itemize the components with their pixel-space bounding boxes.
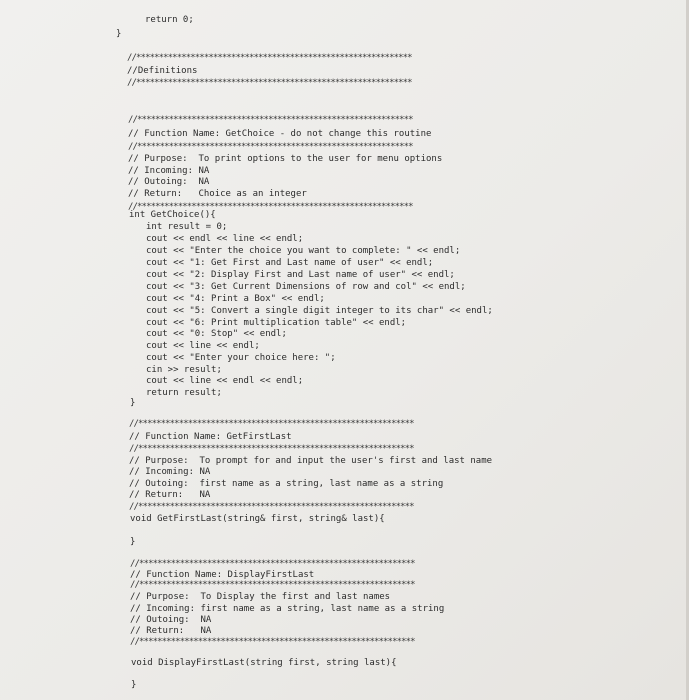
code-line: cout << "1: Get First and Last name of user" << endl;: [146, 258, 434, 268]
comment-separator: //*************************************************************: [129, 444, 414, 454]
comment-separator: //*************************************************************: [130, 637, 415, 647]
comment-separator: //*************************************************************: [128, 115, 413, 125]
incoming-comment: // Incoming: NA: [129, 467, 211, 477]
comment-separator: //*************************************************************: [130, 580, 415, 590]
code-line: int result = 0;: [146, 222, 228, 232]
incoming-comment: // Incoming: NA: [128, 166, 210, 176]
function-name-comment: // Function Name: GetChoice - do not change this routine: [128, 129, 432, 139]
comment-separator: //*************************************************************: [129, 419, 414, 429]
code-line: }: [116, 29, 122, 39]
function-signature: void DisplayFirstLast(string first, string last){: [131, 658, 397, 668]
code-line: return 0;: [145, 15, 194, 25]
code-line: cin >> result;: [146, 365, 222, 375]
code-line: cout << "5: Convert a single digit integer to its char" << endl;: [146, 306, 493, 316]
code-line: cout << "Enter your choice here: ";: [146, 353, 336, 363]
code-line: cout << endl << line << endl;: [146, 234, 304, 244]
code-line: cout << "Enter the choice you want to complete: " << endl;: [146, 246, 461, 256]
code-line: cout << "0: Stop" << endl;: [146, 329, 287, 339]
outgoing-comment: // Outoing: first name as a string, last name as a string: [129, 479, 444, 489]
return-comment: // Return: NA: [130, 626, 212, 636]
return-comment: // Return: NA: [129, 490, 211, 500]
outgoing-comment: // Outoing: NA: [130, 615, 212, 625]
outgoing-comment: // Outoing: NA: [128, 177, 210, 187]
code-line: cout << "6: Print multiplication table" << endl;: [146, 318, 407, 328]
purpose-comment: // Purpose: To prompt for and input the user's first and last name: [129, 456, 493, 466]
code-line: cout << line << endl << endl;: [146, 376, 304, 386]
comment-separator: //*************************************************************: [128, 202, 413, 212]
section-heading: //Definitions: [127, 66, 198, 76]
comment-separator: //*************************************************************: [129, 502, 414, 512]
code-line: return result;: [146, 388, 222, 398]
function-name-comment: // Function Name: DisplayFirstLast: [130, 570, 315, 580]
function-name-comment: // Function Name: GetFirstLast: [129, 432, 292, 442]
purpose-comment: // Purpose: To print options to the user for menu options: [128, 154, 443, 164]
comment-separator: //*************************************************************: [127, 53, 412, 63]
code-line: cout << "2: Display First and Last name of user" << endl;: [146, 270, 455, 280]
purpose-comment: // Purpose: To Display the first and last names: [130, 592, 391, 602]
comment-separator: //*************************************************************: [127, 78, 412, 88]
function-signature: void GetFirstLast(string& first, string& last){: [130, 514, 385, 524]
code-line: cout << line << endl;: [146, 341, 260, 351]
code-line: }: [130, 398, 136, 408]
code-line: cout << "3: Get Current Dimensions of row and col" << endl;: [146, 282, 466, 292]
code-line: cout << "4: Print a Box" << endl;: [146, 294, 325, 304]
code-line: }: [131, 680, 137, 690]
incoming-comment: // Incoming: first name as a string, last name as a string: [130, 604, 445, 614]
comment-separator: //*************************************************************: [128, 142, 413, 152]
code-line: }: [130, 537, 136, 547]
function-signature: int GetChoice(){: [129, 210, 216, 220]
comment-separator: //*************************************************************: [130, 559, 415, 569]
return-comment: // Return: Choice as an integer: [128, 189, 307, 199]
